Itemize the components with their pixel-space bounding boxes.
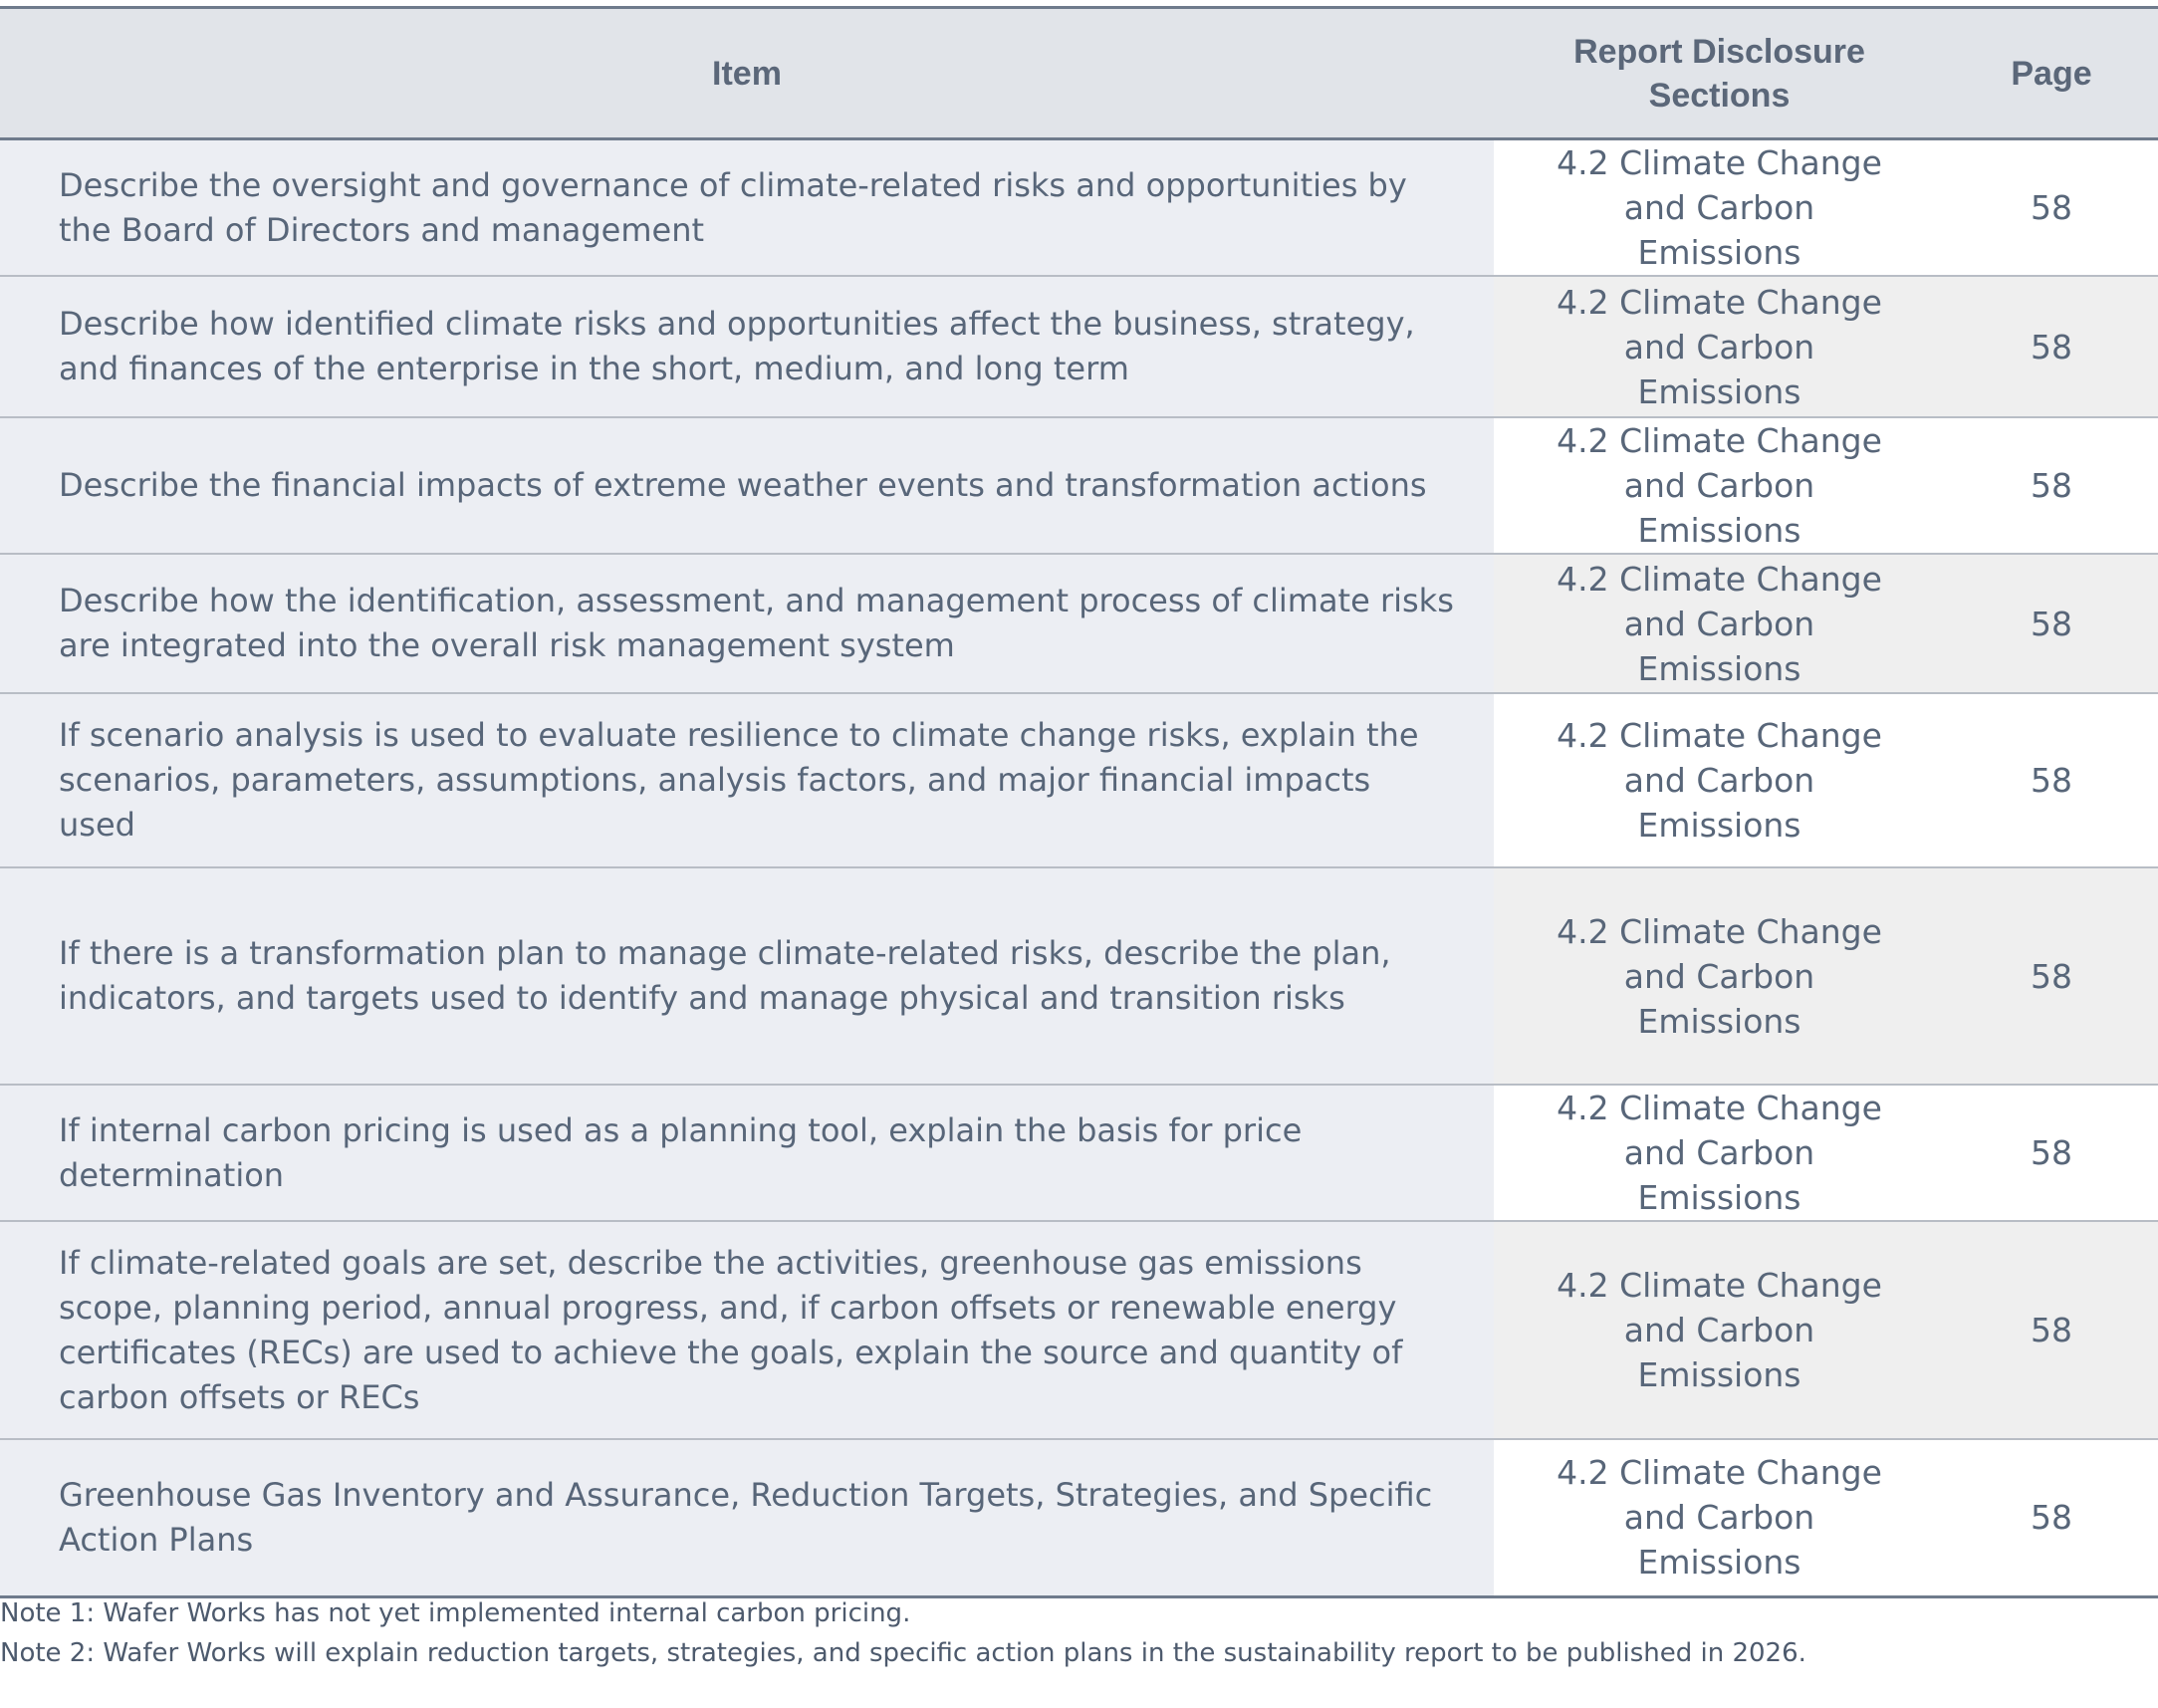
table-header	[0, 8, 2158, 139]
row-section-label: 4.2 Climate Change and Carbon Emissions	[1557, 143, 1882, 272]
row-item: Describe the financial impacts of extreme weather events and transformation actions	[0, 417, 1494, 554]
row-section-label: 4.2 Climate Change and Carbon Emissions	[1557, 911, 1882, 1041]
row-section-label: 4.2 Climate Change and Carbon Emissions	[1557, 559, 1882, 688]
row-page: 58	[1945, 867, 2158, 1085]
table-row	[0, 1085, 2158, 1221]
row-section-label: 4.2 Climate Change and Carbon Emissions	[1557, 1266, 1882, 1394]
row-item: Describe how the identification, assessment, and management process of climate risks are integrated into the overall risk management system	[0, 554, 1494, 693]
row-item: If climate-related goals are set, describe the activities, greenhouse gas emissions scope, planning period, annual progress, and, if carbon offsets or renewable energy certificates (RECs) are used to achieve the goals, explain the source and quantity of carbon offsets or RECs	[0, 1221, 1494, 1439]
table-row	[0, 554, 2158, 693]
row-section-label: 4.2 Climate Change and Carbon Emissions	[1557, 421, 1882, 550]
row-page: 58	[1945, 693, 2158, 867]
table-row	[0, 1221, 2158, 1439]
header-sections	[1494, 8, 1945, 139]
row-section-label: 4.2 Climate Change and Carbon Emissions	[1557, 282, 1882, 411]
footnotes	[0, 1593, 1806, 1673]
row-item: Greenhouse Gas Inventory and Assurance, Reduction Targets, Strategies, and Specific Action Plans	[0, 1439, 1494, 1596]
header-sections-label: Report Disclosure Sections	[1573, 32, 1865, 115]
row-page: 58	[1945, 276, 2158, 417]
table-body	[0, 139, 2158, 1597]
table-row	[0, 139, 2158, 277]
row-page: 58	[1945, 554, 2158, 693]
row-section	[1494, 1439, 1945, 1596]
row-section	[1494, 139, 1945, 277]
row-section-label: 4.2 Climate Change and Carbon Emissions	[1557, 716, 1882, 845]
row-item: If scenario analysis is used to evaluate resilience to climate change risks, explain the scenarios, parameters, assumptions, analysis factors, and major financial impacts used	[0, 693, 1494, 867]
table-row	[0, 693, 2158, 867]
row-section	[1494, 276, 1945, 417]
row-page: 58	[1945, 139, 2158, 277]
row-item: Describe how identified climate risks and opportunities affect the business, strategy, and finances of the enterprise in the short, medium, and long term	[0, 276, 1494, 417]
row-section	[1494, 554, 1945, 693]
row-page: 58	[1945, 1439, 2158, 1596]
table-row	[0, 417, 2158, 554]
table-row	[0, 867, 2158, 1085]
header-page: Page	[1945, 8, 2158, 139]
row-section-label: 4.2 Climate Change and Carbon Emissions	[1557, 1089, 1882, 1217]
header-item: Item	[0, 8, 1494, 139]
row-section	[1494, 867, 1945, 1085]
row-item: Describe the oversight and governance of climate-related risks and opportunities by the Board of Directors and management	[0, 139, 1494, 277]
footnote: Note 1: Wafer Works has not yet implemented internal carbon pricing.	[0, 1598, 911, 1628]
table-row	[0, 1439, 2158, 1596]
footnote: Note 2: Wafer Works will explain reduction targets, strategies, and specific action plans in the sustainability report to be published in 2026.	[0, 1638, 1806, 1668]
table-row	[0, 276, 2158, 417]
header-row	[0, 8, 2158, 139]
row-section	[1494, 693, 1945, 867]
row-page: 58	[1945, 1085, 2158, 1221]
row-page: 58	[1945, 1221, 2158, 1439]
row-item: If internal carbon pricing is used as a planning tool, explain the basis for price determination	[0, 1085, 1494, 1221]
row-section	[1494, 1221, 1945, 1439]
row-page: 58	[1945, 417, 2158, 554]
row-section	[1494, 1085, 1945, 1221]
row-item: If there is a transformation plan to manage climate-related risks, describe the plan, indicators, and targets used to identify and manage physical and transition risks	[0, 867, 1494, 1085]
row-section-label: 4.2 Climate Change and Carbon Emissions	[1557, 1453, 1882, 1583]
disclosure-table	[0, 6, 2158, 1598]
row-section	[1494, 417, 1945, 554]
